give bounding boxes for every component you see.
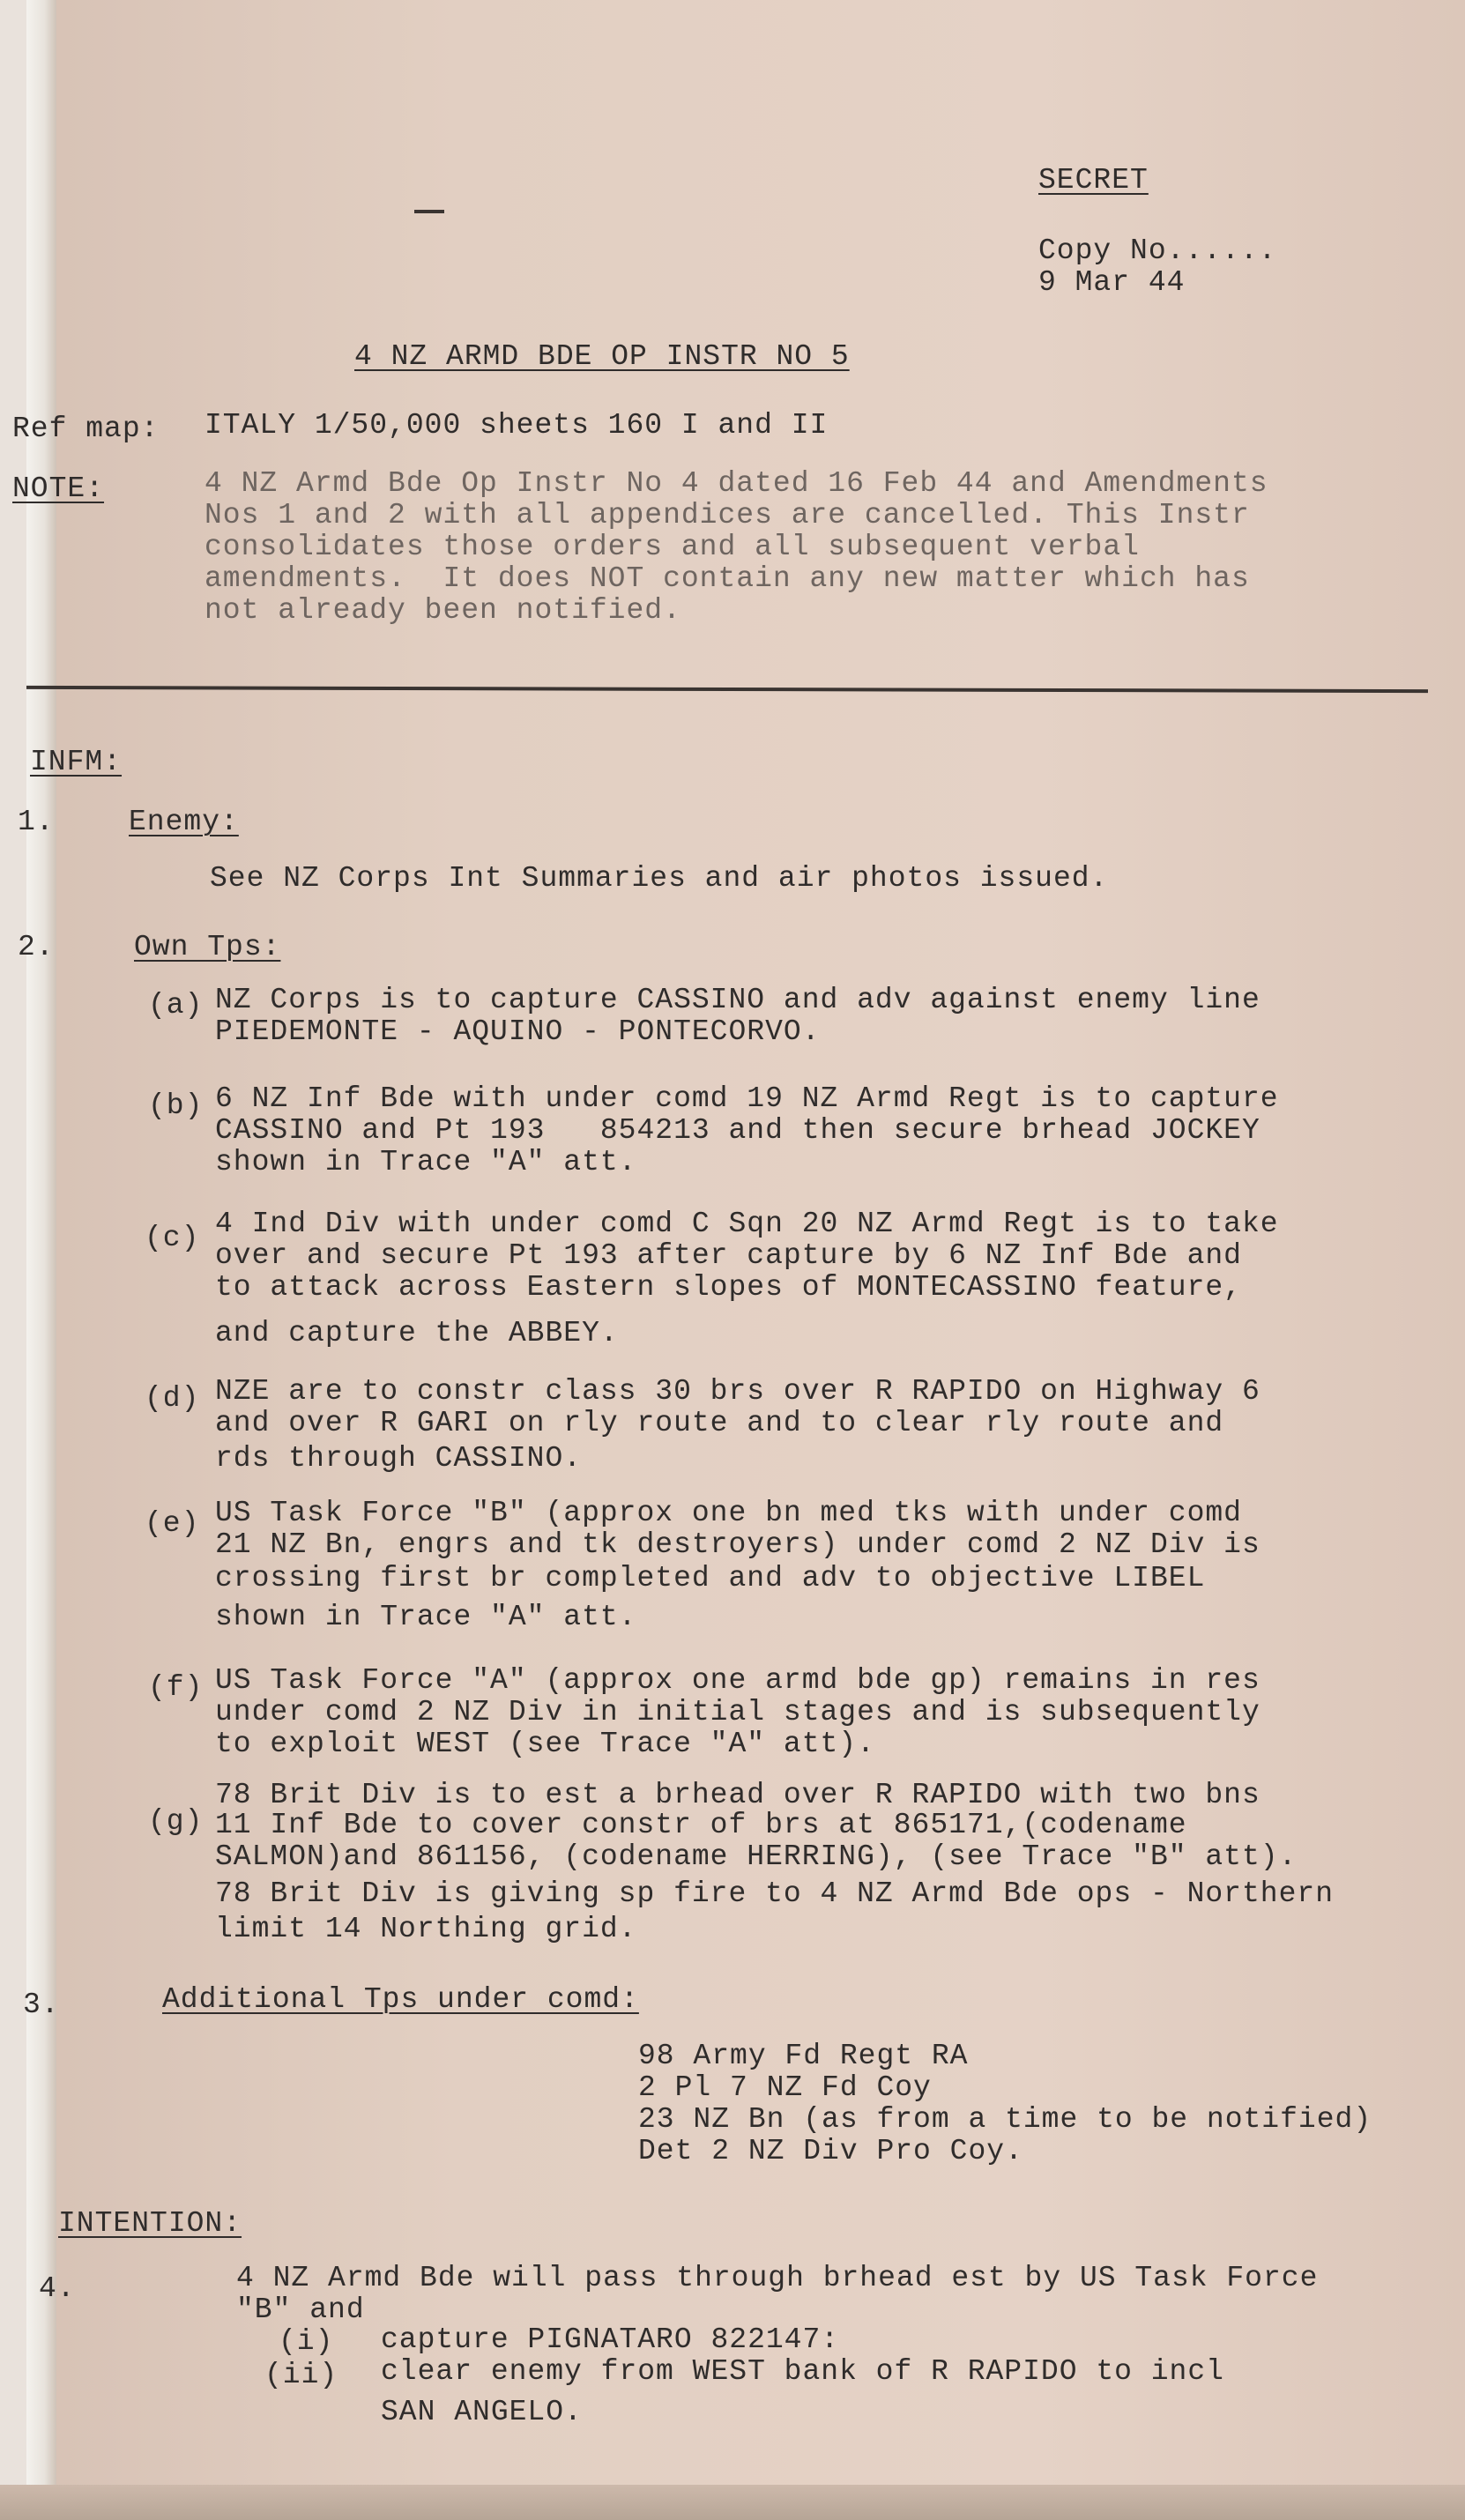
item-line: limit 14 Northing grid. — [215, 1913, 637, 1945]
item-line: crossing first br completed and adv to objective LIBEL — [215, 1562, 1206, 1595]
note-line: Nos 1 and 2 with all appendices are cancelled. This Instr — [205, 499, 1250, 532]
note-line: consolidates those orders and all subsequent verbal — [205, 531, 1140, 563]
paragraph-number: 2. — [18, 931, 55, 963]
item-line: 11 Inf Bde to cover constr of brs at 865171,(codename — [215, 1809, 1187, 1841]
intention-item-line: capture PIGNATARO 822147: — [381, 2323, 840, 2356]
item-line: 4 Ind Div with under comd C Sqn 20 NZ Armd Regt is to take — [215, 1208, 1279, 1240]
item-line: NZE are to constr class 30 brs over R RAPIDO on Highway 6 — [215, 1375, 1260, 1408]
paragraph-number: 4. — [39, 2272, 76, 2305]
additional-tps-line: 23 NZ Bn (as from a time to be notified) — [638, 2103, 1372, 2136]
document-date: 9 Mar 44 — [1038, 266, 1186, 299]
page-bottom-edge — [0, 2485, 1465, 2520]
intention-item-line: clear enemy from WEST bank of R RAPIDO to incl — [381, 2355, 1224, 2388]
item-line: to exploit WEST (see Trace "A" att). — [215, 1728, 875, 1760]
page-left-edge — [26, 0, 56, 2520]
item-label: (g) — [148, 1805, 204, 1838]
item-line: CASSINO and Pt 193 854213 and then secure brhead JOCKEY — [215, 1114, 1260, 1147]
document-title: 4 NZ ARMD BDE OP INSTR NO 5 — [354, 340, 850, 373]
item-line: US Task Force "B" (approx one bn med tks with under comd — [215, 1497, 1242, 1529]
ref-map-label: Ref map: — [12, 413, 160, 445]
intention-item-line: SAN ANGELO. — [381, 2396, 583, 2428]
item-line: and capture the ABBEY. — [215, 1317, 619, 1349]
item-label: (a) — [148, 989, 204, 1022]
additional-tps-line: 98 Army Fd Regt RA — [638, 2040, 969, 2072]
item-label: (f) — [148, 1671, 204, 1704]
item-line: under comd 2 NZ Div in initial stages and is subsequently — [215, 1696, 1260, 1728]
item-line: rds through CASSINO. — [215, 1442, 583, 1475]
item-line: US Task Force "A" (approx one armd bde gp) remains in res — [215, 1664, 1260, 1697]
item-line: over and secure Pt 193 after capture by 6 NZ Inf Bde and — [215, 1239, 1242, 1272]
additional-tps-line: 2 Pl 7 NZ Fd Coy — [638, 2071, 932, 2104]
item-label: (e) — [145, 1507, 200, 1540]
item-label: (ii) — [264, 2359, 338, 2391]
item-line: 78 Brit Div is giving sp fire to 4 NZ Armd Bde ops - Northern — [215, 1877, 1334, 1910]
item-line: to attack across Eastern slopes of MONTECASSINO feature, — [215, 1271, 1242, 1304]
ref-map-text: ITALY 1/50,000 sheets 160 I and II — [205, 409, 829, 442]
enemy-heading: Enemy: — [129, 806, 239, 838]
pencil-mark — [414, 210, 444, 213]
intention-line: 4 NZ Armd Bde will pass through brhead est by US Task Force — [236, 2262, 1319, 2294]
note-line: amendments. It does NOT contain any new matter which has — [205, 562, 1250, 595]
item-line: and over R GARI on rly route and to clear rly route and — [215, 1407, 1224, 1439]
item-label: (i) — [279, 2325, 334, 2358]
paragraph-number: 1. — [18, 806, 55, 838]
enemy-text: See NZ Corps Int Summaries and air photos issued. — [210, 862, 1109, 895]
item-line: SALMON)and 861156, (codename HERRING), (see Trace "B" att). — [215, 1840, 1298, 1873]
item-label: (d) — [145, 1382, 200, 1415]
intention-heading: INTENTION: — [58, 2207, 242, 2240]
item-label: (c) — [145, 1222, 200, 1254]
copy-number: Copy No...... — [1038, 234, 1277, 267]
note-line: not already been notified. — [205, 594, 681, 627]
note-line: 4 NZ Armd Bde Op Instr No 4 dated 16 Feb 44 and Amendments — [205, 467, 1268, 500]
paragraph-number: 3. — [23, 1988, 60, 2021]
item-line: NZ Corps is to capture CASSINO and adv against enemy line — [215, 984, 1260, 1016]
item-line: PIEDEMONTE - AQUINO - PONTECORVO. — [215, 1015, 821, 1048]
item-line: shown in Trace "A" att. — [215, 1146, 637, 1178]
item-line: shown in Trace "A" att. — [215, 1601, 637, 1633]
item-line: 21 NZ Bn, engrs and tk destroyers) under comd 2 NZ Div is — [215, 1528, 1260, 1561]
item-line: 6 NZ Inf Bde with under comd 19 NZ Armd Regt is to capture — [215, 1082, 1279, 1115]
additional-tps-heading: Additional Tps under comd: — [162, 1983, 639, 2016]
own-tps-heading: Own Tps: — [134, 931, 281, 963]
additional-tps-line: Det 2 NZ Div Pro Coy. — [638, 2135, 1023, 2167]
item-label: (b) — [148, 1089, 204, 1122]
item-line: 78 Brit Div is to est a brhead over R RAPIDO with two bns — [215, 1779, 1260, 1811]
classification-mark: SECRET — [1038, 164, 1149, 197]
note-label: NOTE: — [12, 472, 105, 505]
intention-line: "B" and — [236, 2293, 365, 2326]
infm-heading: INFM: — [30, 746, 123, 778]
